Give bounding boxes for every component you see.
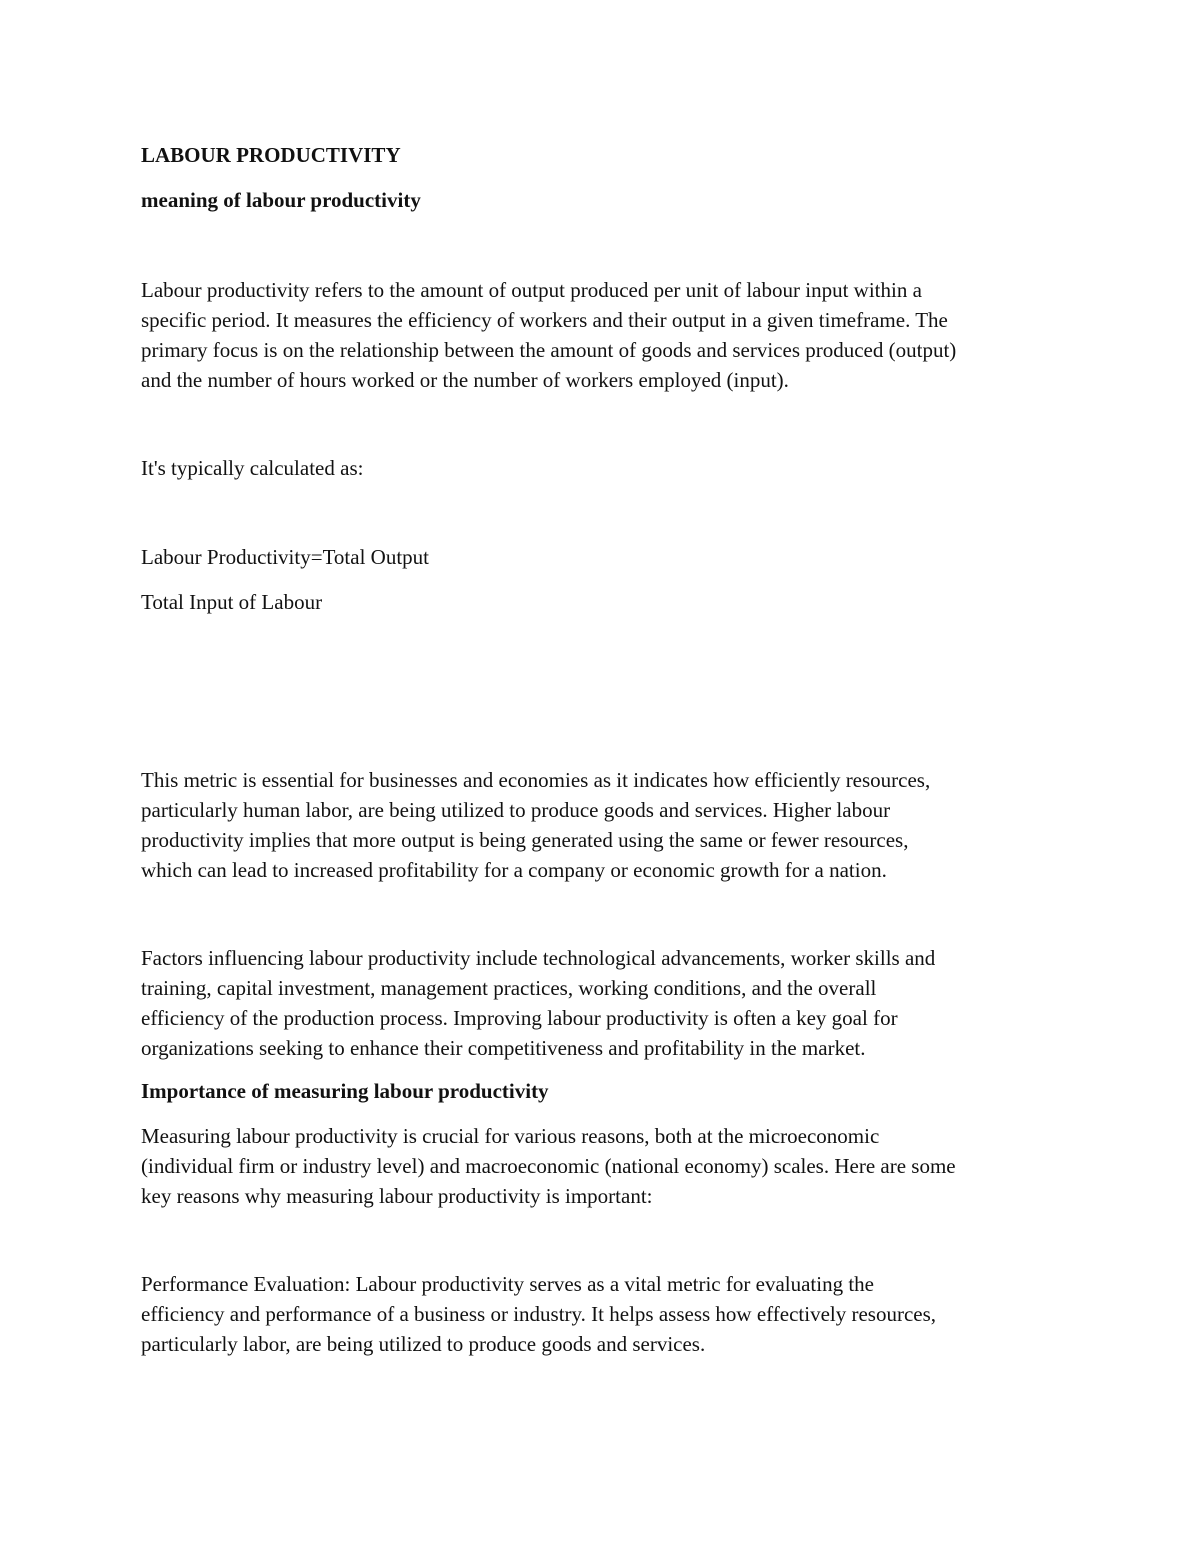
section-heading-importance: Importance of measuring labour productivity [141, 1079, 549, 1103]
paragraph-line: Measuring labour productivity is crucial for various reasons, both at the microeconomic [141, 1124, 880, 1148]
paragraph-line: Labour productivity refers to the amount of output produced per unit of labour input within a [141, 278, 922, 302]
paragraph-intro [141, 275, 1071, 395]
paragraph-line: efficiency of the production process. Improving labour productivity is often a key goal for [141, 1006, 898, 1030]
paragraph-line: primary focus is on the relationship between the amount of goods and services produced (output) [141, 338, 957, 362]
paragraph-line: key reasons why measuring labour productivity is important: [141, 1184, 653, 1208]
paragraph-performance [141, 1269, 1071, 1359]
paragraph-line: productivity implies that more output is being generated using the same or fewer resources, [141, 828, 909, 852]
section-heading-meaning: meaning of labour productivity [141, 188, 421, 212]
paragraph-line: particularly labor, are being utilized to produce goods and services. [141, 1332, 706, 1356]
paragraph-line: Performance Evaluation: Labour productivity serves as a vital metric for evaluating the [141, 1272, 874, 1296]
paragraph-line: efficiency and performance of a business or industry. It helps assess how effectively resources, [141, 1302, 937, 1326]
calc-intro: It's typically calculated as: [141, 456, 364, 480]
paragraph-factors [141, 943, 1071, 1063]
formula-denominator: Total Input of Labour [141, 590, 323, 614]
paragraph-metric [141, 765, 1071, 885]
paragraph-line: (individual firm or industry level) and macroeconomic (national economy) scales. Here are some [141, 1154, 956, 1178]
paragraph-line: specific period. It measures the efficiency of workers and their output in a given timeframe. The [141, 308, 948, 332]
paragraph-line: training, capital investment, management practices, working conditions, and the overall [141, 976, 877, 1000]
paragraph-importance [141, 1121, 1071, 1211]
paragraph-line: and the number of hours worked or the number of workers employed (input). [141, 368, 789, 392]
document-title: LABOUR PRODUCTIVITY [141, 143, 401, 167]
paragraph-line: which can lead to increased profitability for a company or economic growth for a nation. [141, 858, 887, 882]
paragraph-line: organizations seeking to enhance their competitiveness and profitability in the market. [141, 1036, 866, 1060]
formula-numerator: Labour Productivity=Total Output [141, 545, 430, 569]
paragraph-line: Factors influencing labour productivity include technological advancements, worker skills and [141, 946, 936, 970]
paragraph-line: particularly human labor, are being utilized to produce goods and services. Higher labour [141, 798, 891, 822]
paragraph-line: This metric is essential for businesses and economies as it indicates how efficiently resources, [141, 768, 931, 792]
